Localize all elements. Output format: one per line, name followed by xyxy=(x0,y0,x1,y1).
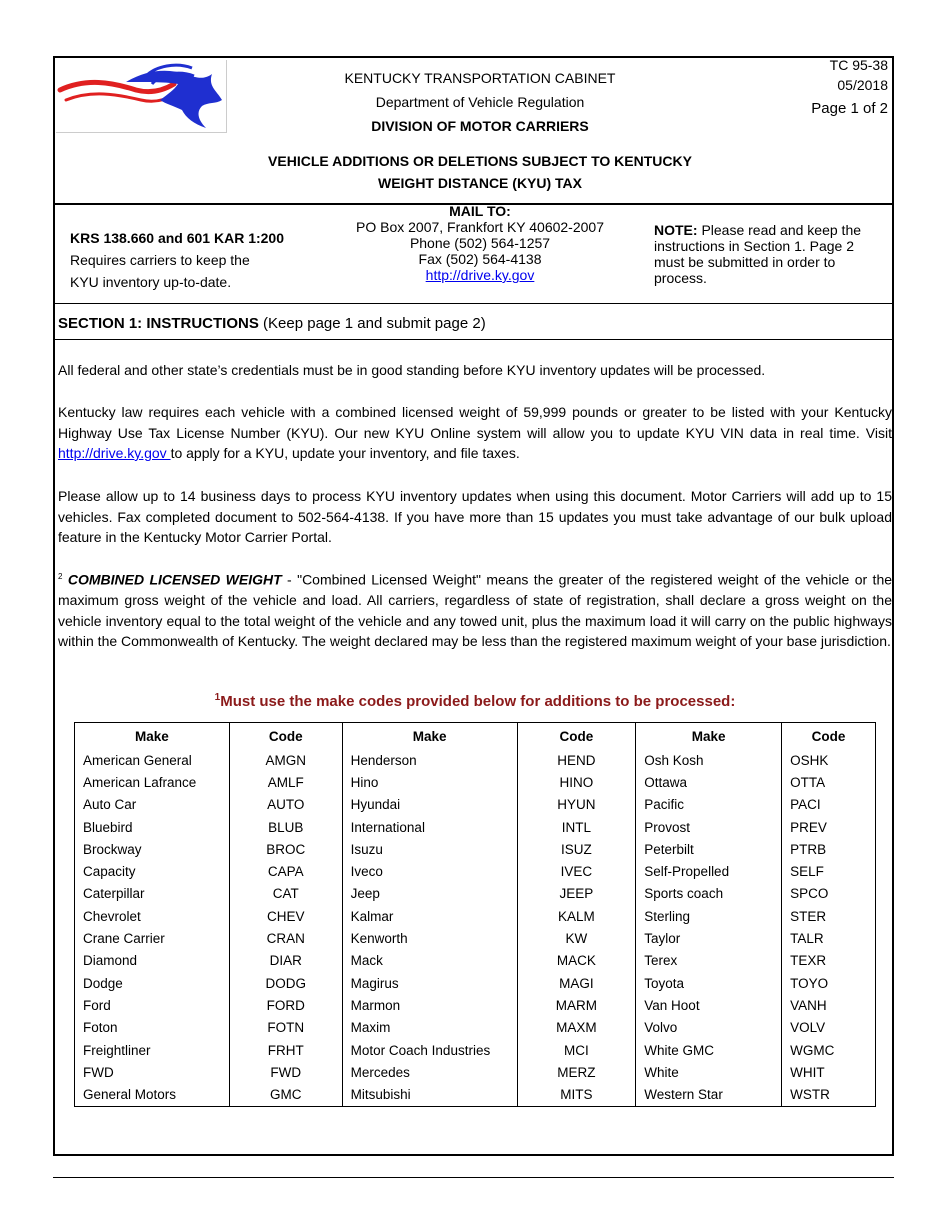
statute-text-line1: Requires carriers to keep the xyxy=(70,252,250,268)
make-code-cell: VANH xyxy=(790,997,827,1013)
note-text: Please read and keep the instructions in Section 1. Page 2 must be submitted in order to process. xyxy=(654,222,862,286)
department-name: Department of Vehicle Regulation xyxy=(375,94,585,110)
make-code-cell: MCI xyxy=(517,1039,636,1061)
footer-rule xyxy=(53,1177,894,1178)
make-codes-heading-text: Must use the make codes provided below for additions to be processed: xyxy=(220,693,736,710)
form-title-line2: WEIGHT DISTANCE (KYU) TAX xyxy=(377,175,583,191)
column-header-code: Code xyxy=(811,728,846,744)
column-header-make: Make xyxy=(342,723,517,750)
make-code-cell: CHEV xyxy=(229,905,342,927)
make-name-cell: Mitsubishi xyxy=(342,1083,517,1106)
table-header-row xyxy=(75,723,876,750)
statute-reference: KRS 138.660 and 601 KAR 1:200 xyxy=(70,230,284,246)
table-row xyxy=(75,1061,876,1083)
make-name-cell: Magirus xyxy=(342,972,517,994)
table-row xyxy=(75,1083,876,1106)
make-name-cell: Provost xyxy=(636,816,782,838)
make-name-cell: Mercedes xyxy=(342,1061,517,1083)
mail-phone: Phone (502) 564-1257 xyxy=(409,235,551,251)
combined-weight-term: COMBINED LICENSED WEIGHT xyxy=(67,571,282,588)
table-row xyxy=(75,927,876,949)
make-code-cell: KW xyxy=(517,927,636,949)
form-title-line1: VEHICLE ADDITIONS OR DELETIONS SUBJECT TO KENTUCKY xyxy=(268,153,692,169)
make-name-cell: Marmon xyxy=(342,994,517,1016)
make-name-cell: Maxim xyxy=(342,1017,517,1039)
make-name-cell: Motor Coach Industries xyxy=(342,1039,517,1061)
make-code-cell: MAXM xyxy=(517,1017,636,1039)
combined-weight-paragraph xyxy=(58,567,892,652)
table-row xyxy=(75,794,876,816)
make-name-cell: Ford xyxy=(75,994,230,1016)
make-code-cell: WSTR xyxy=(790,1087,830,1103)
make-code-cell: TALR xyxy=(790,931,824,947)
column-header-make: Make xyxy=(75,723,230,750)
make-code-cell: BROC xyxy=(229,838,342,860)
make-code-cell: IVEC xyxy=(517,860,636,882)
make-code-cell: HYUN xyxy=(517,794,636,816)
make-name-cell: Mack xyxy=(342,950,517,972)
drive-ky-inline-link[interactable]: http://drive.ky.gov xyxy=(58,445,171,461)
make-code-cell: PACI xyxy=(790,797,821,813)
column-header-code: Code xyxy=(229,723,342,750)
section1-heading xyxy=(58,315,486,332)
table-row xyxy=(75,994,876,1016)
make-name-cell: Self-Propelled xyxy=(636,860,782,882)
make-name-cell: International xyxy=(342,816,517,838)
make-name-cell: Crane Carrier xyxy=(75,927,230,949)
table-row xyxy=(75,816,876,838)
make-name-cell: Kenworth xyxy=(342,927,517,949)
make-code-cell: STER xyxy=(790,908,827,924)
make-code-cell: GMC xyxy=(229,1083,342,1106)
make-name-cell: Dodge xyxy=(75,972,230,994)
footnote-marker: 2 xyxy=(58,572,63,581)
make-name-cell: Hyundai xyxy=(342,794,517,816)
note-block xyxy=(654,222,882,286)
make-name-cell: Iveco xyxy=(342,860,517,882)
make-code-cell: MACK xyxy=(517,950,636,972)
make-name-cell: Caterpillar xyxy=(75,883,230,905)
make-code-cell: INTL xyxy=(517,816,636,838)
make-name-cell: Jeep xyxy=(342,883,517,905)
drive-ky-link[interactable]: http://drive.ky.gov xyxy=(425,267,535,283)
make-name-cell: FWD xyxy=(75,1061,230,1083)
make-name-cell: Chevrolet xyxy=(75,905,230,927)
make-name-cell: Isuzu xyxy=(342,838,517,860)
table-row xyxy=(75,972,876,994)
instruction-paragraph-1: All federal and other state’s credentials must be in good standing before KYU inventory updates will be processed. xyxy=(58,362,766,378)
make-code-cell: DIAR xyxy=(229,950,342,972)
make-name-cell: Terex xyxy=(636,950,782,972)
form-number: TC 95-38 xyxy=(829,57,888,73)
make-name-cell: Freightliner xyxy=(75,1039,230,1061)
make-code-cell: CRAN xyxy=(229,927,342,949)
column-header-make: Make xyxy=(636,723,782,750)
table-row xyxy=(75,1017,876,1039)
make-code-cell: CAPA xyxy=(229,860,342,882)
table-row xyxy=(75,860,876,882)
make-code-cell: OTTA xyxy=(790,774,826,790)
make-name-cell: American General xyxy=(75,749,230,771)
make-name-cell: White GMC xyxy=(636,1039,782,1061)
make-name-cell: Henderson xyxy=(342,749,517,771)
make-code-cell: TEXR xyxy=(790,953,827,969)
table-row xyxy=(75,838,876,860)
divider xyxy=(55,303,892,304)
make-code-cell: MERZ xyxy=(517,1061,636,1083)
mail-to-label: MAIL TO: xyxy=(449,203,511,219)
division-name: DIVISION OF MOTOR CARRIERS xyxy=(371,118,589,134)
mailing-address-block xyxy=(330,203,630,283)
make-code-cell: HINO xyxy=(517,771,636,793)
make-name-cell: Foton xyxy=(75,1017,230,1039)
make-code-cell: VOLV xyxy=(790,1020,826,1036)
make-code-cell: SELF xyxy=(790,864,824,880)
form-title xyxy=(200,150,760,194)
make-code-cell: AUTO xyxy=(229,794,342,816)
make-name-cell: Osh Kosh xyxy=(636,749,782,771)
statute-text-line2: KYU inventory up-to-date. xyxy=(70,274,232,290)
make-name-cell: Peterbilt xyxy=(636,838,782,860)
paragraph-2-text-end: to apply for a KYU, update your inventory, and file taxes. xyxy=(170,445,520,461)
table-row xyxy=(75,749,876,771)
make-name-cell: Toyota xyxy=(636,972,782,994)
page-number: Page 1 of 2 xyxy=(811,100,888,117)
make-code-cell: BLUB xyxy=(229,816,342,838)
make-code-cell: CAT xyxy=(229,883,342,905)
paragraph-2-text: Kentucky law requires each vehicle with a combined licensed weight of 59,999 pounds or greater to be listed with your Kentucky Highway Use Tax License Number (KYU). Our new KYU Online system will allow you to update KYU VIN data in real time. Visit xyxy=(58,404,892,441)
make-code-cell: TOYO xyxy=(790,975,829,991)
make-name-cell: Volvo xyxy=(636,1017,782,1039)
table-row xyxy=(75,1039,876,1061)
make-name-cell: Western Star xyxy=(636,1083,782,1106)
make-name-cell: Diamond xyxy=(75,950,230,972)
make-codes-table xyxy=(74,722,876,1107)
make-name-cell: Sports coach xyxy=(636,883,782,905)
make-code-cell: WGMC xyxy=(790,1042,835,1058)
make-name-cell: Capacity xyxy=(75,860,230,882)
make-code-cell: HEND xyxy=(517,749,636,771)
column-header-code: Code xyxy=(517,723,636,750)
make-code-cell: PTRB xyxy=(790,841,827,857)
section1-heading-bold: SECTION 1: INSTRUCTIONS xyxy=(58,315,259,332)
agency-name: KENTUCKY TRANSPORTATION CABINET xyxy=(344,70,616,86)
make-code-cell: FORD xyxy=(229,994,342,1016)
make-code-cell: KALM xyxy=(517,905,636,927)
make-code-cell: AMGN xyxy=(229,749,342,771)
statute-block xyxy=(70,227,284,293)
divider xyxy=(55,339,892,340)
make-code-cell: MAGI xyxy=(517,972,636,994)
mail-fax: Fax (502) 564-4138 xyxy=(418,251,542,267)
agency-block xyxy=(300,66,660,138)
table-row xyxy=(75,883,876,905)
make-name-cell: Brockway xyxy=(75,838,230,860)
form-number-block xyxy=(811,55,888,119)
make-name-cell: Pacific xyxy=(636,794,782,816)
instruction-paragraph-3: Please allow up to 14 business days to process KYU inventory updates when using this document. Motor Carriers will add up to 15 vehicles. Fax completed document to 502-564-4138. If you have more than 15 updates you must take advantage of our bulk upload feature in the Kentucky Motor Carrier Portal. xyxy=(58,488,892,545)
table-row xyxy=(75,950,876,972)
kytc-horse-logo xyxy=(56,60,227,133)
note-label: NOTE: xyxy=(654,222,698,238)
make-name-cell: General Motors xyxy=(75,1083,230,1106)
form-date: 05/2018 xyxy=(837,77,888,93)
make-code-cell: FRHT xyxy=(229,1039,342,1061)
make-name-cell: White xyxy=(636,1061,782,1083)
make-code-cell: FWD xyxy=(229,1061,342,1083)
make-name-cell: Hino xyxy=(342,771,517,793)
make-name-cell: Auto Car xyxy=(75,794,230,816)
make-code-cell: MITS xyxy=(517,1083,636,1106)
make-name-cell: Ottawa xyxy=(636,771,782,793)
section1-heading-rest: (Keep page 1 and submit page 2) xyxy=(258,315,486,332)
table-row xyxy=(75,905,876,927)
mail-address: PO Box 2007, Frankfort KY 40602-2007 xyxy=(355,219,604,235)
make-codes-heading xyxy=(58,692,892,710)
make-name-cell: American Lafrance xyxy=(75,771,230,793)
make-name-cell: Van Hoot xyxy=(636,994,782,1016)
make-code-cell: SPCO xyxy=(790,886,829,902)
make-code-cell: MARM xyxy=(517,994,636,1016)
make-code-cell: DODG xyxy=(229,972,342,994)
make-code-cell: OSHK xyxy=(790,752,829,768)
make-code-cell: FOTN xyxy=(229,1017,342,1039)
make-code-cell: ISUZ xyxy=(517,838,636,860)
make-code-cell: AMLF xyxy=(229,771,342,793)
make-code-cell: WHIT xyxy=(790,1064,825,1080)
make-name-cell: Bluebird xyxy=(75,816,230,838)
combined-weight-definition: - "Combined Licensed Weight" means the greater of the registered weight of the vehicle or the maximum gross weight of the vehicle and load. All carriers, regardless of state of registration, shall declare a gross weight on the vehicle inventory equal to the total weight of the vehicle and any towed unit, plus the maximum load it will carry on the public highways within the Commonwealth of Kentucky. The weight declared may be less than the registered maximum weight of your base jurisdiction. xyxy=(58,571,893,650)
make-name-cell: Sterling xyxy=(636,905,782,927)
table-row xyxy=(75,771,876,793)
make-code-cell: PREV xyxy=(790,819,827,835)
make-name-cell: Taylor xyxy=(636,927,782,949)
footnote-marker: 1 xyxy=(214,692,221,703)
instruction-paragraph-2 xyxy=(58,402,892,464)
make-code-cell: JEEP xyxy=(517,883,636,905)
make-name-cell: Kalmar xyxy=(342,905,517,927)
